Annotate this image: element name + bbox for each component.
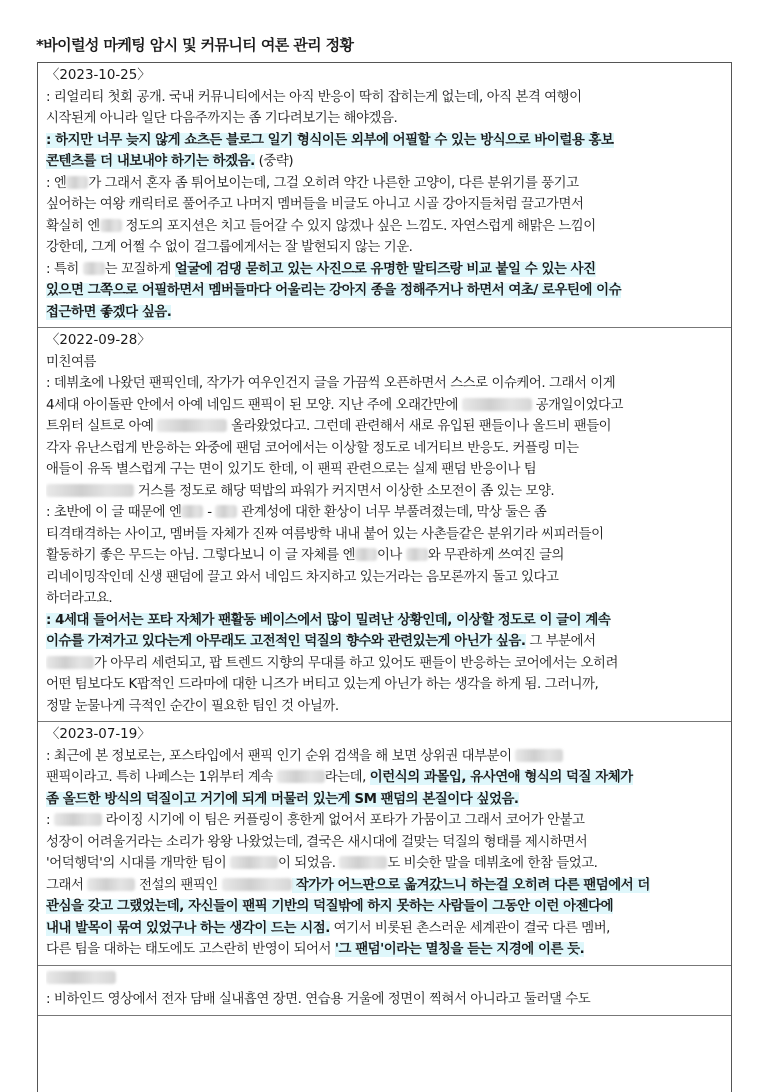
entry-line — [46, 631, 724, 653]
entry-line — [46, 151, 724, 173]
body-text: 강한데, 그게 어쩔 수 없이 걸그룹에게서는 잘 발현되지 않는 기운. — [46, 240, 413, 255]
body-text: 이 되었음. — [278, 856, 340, 871]
body-text: 다른 팀을 대하는 태도에도 고스란히 반영이 되어서 — [46, 942, 335, 957]
entry-line — [46, 237, 724, 259]
body-text: 라는데, — [324, 770, 370, 785]
body-text: 팬픽이라고. 특히 나페스는 1위부터 계속 — [46, 770, 277, 785]
entry-date: 〈2023-10-25〉 — [46, 68, 151, 83]
body-text: 어떤 팀보다도 K팝적인 드라마에 대한 니즈가 버티고 있는게 아닌가 하는 생각을 하게 됨. 그러니까, — [46, 677, 599, 692]
redacted-blur — [66, 176, 88, 189]
entry-line — [46, 810, 724, 832]
highlighted-text: 이슈를 가져가고 있다는게 아무래도 고전적인 덕질의 향수와 관련있는게 아닌가 싶음. — [46, 634, 526, 649]
redacted-blur — [181, 505, 203, 518]
body-text: : 리얼리티 첫회 공개. 국내 커뮤니티에서는 아직 반응이 딱히 잡히는게 없는데, 아직 본격 여행이 — [46, 89, 582, 105]
highlighted-text: 관심을 갖고 그랬었는데, 자신들이 팬픽 기반의 덕질밖에 하지 못하는 사람들이 그동안 이런 아젠다에 — [46, 899, 614, 914]
redacted-blur — [515, 749, 563, 762]
entry-line — [46, 280, 724, 302]
entry-section — [38, 966, 731, 1016]
entry-line — [46, 610, 724, 632]
entry-line — [46, 588, 724, 610]
entry-line — [46, 173, 724, 195]
body-text: 도 비슷한 말을 데뷔초에 한참 들었고. — [387, 856, 598, 871]
body-text: 리네이밍작인데 신생 팬덤에 끌고 와서 네임드 차지하고 있는거라는 음모론까지 돌고 있다고 — [46, 569, 559, 585]
redacted-blur — [462, 398, 532, 411]
body-text: : 엔 — [46, 175, 67, 191]
body-text: 정도의 포지션은 치고 들어갈 수 있지 않겠나 싶은 느낌도. 자연스럽게 해맑은 느낌이 — [121, 218, 596, 234]
entry-date: 〈2022-09-28〉 — [46, 333, 151, 348]
redacted-blur — [46, 971, 116, 984]
redacted-blur — [83, 262, 105, 275]
redacted-blur — [46, 656, 94, 669]
entry-line — [46, 545, 724, 567]
body-text: 4세대 아이돌판 안에서 아예 네임드 팬픽이 된 모양. 지난 주에 오래간만에 — [46, 397, 462, 413]
body-text: : 비하인드 영상에서 전자 담배 실내흡연 장면. 연습용 거울에 정면이 찍혀서 아니라고 둘러댈 수도 — [46, 992, 591, 1007]
highlighted-text: '그 팬덤'이라는 멸칭을 듣는 지경에 이른 듯. — [334, 942, 585, 957]
highlighted-text: 콘텐츠를 더 내보내야 하기는 하겠음. — [46, 154, 255, 169]
body-text: 는 꼬질하게 — [104, 261, 175, 277]
body-text: 정말 눈물나게 극적인 순간이 필요한 팀인 것 아닐까. — [46, 698, 339, 714]
redacted-blur — [406, 548, 428, 561]
entry-line — [46, 302, 724, 324]
highlighted-text: : 하지만 너무 늦지 않게 쇼츠든 블로그 일기 형식이든 외부에 어필할 수 있는 방식으로 바이럴용 홍보 — [46, 132, 614, 148]
body-text: - — [203, 505, 216, 520]
highlighted-text: 있으면 그쪽으로 어필하면서 멤버들마다 어울리는 강아지 종을 정해주거나 하면서 여초/ 로우틴에 이슈 — [46, 283, 622, 298]
redacted-blur — [100, 219, 122, 232]
body-text: 미친여름 — [46, 354, 96, 370]
highlighted-text: 이런식의 과몰입, 유사연애 형식의 덕질 자체가 — [369, 770, 633, 785]
page-title: *바이럴성 마케팅 암시 및 커뮤니티 여론 관리 정황 — [36, 36, 354, 54]
body-text: 올라왔었다고. 그런데 관련해서 새로 유입된 팬들이나 올드비 팬들이 — [227, 419, 612, 434]
redacted-blur — [230, 856, 278, 869]
entry-line — [46, 653, 724, 675]
body-text: 가 그래서 혼자 좀 튀어보이는데, 그걸 오히려 약간 나른한 고양이, 다른 분위기를 풍기고 — [88, 175, 579, 191]
entry-line — [46, 459, 724, 481]
entry-line — [46, 696, 724, 718]
highlighted-text: 내내 발목이 묶여 있었구나 하는 생각이 드는 시점. — [46, 920, 330, 936]
entry-line — [46, 373, 724, 395]
entry-line — [46, 832, 724, 854]
body-text: 그 부분에서 — [525, 634, 596, 649]
body-text: : — [46, 813, 54, 828]
highlighted-text: 작가가 어느판으로 옮겨갔느니 하는걸 오히려 다른 팬덤에서 더 — [291, 877, 650, 893]
entry-section — [38, 722, 731, 966]
entry-line — [46, 896, 724, 918]
body-text: 애들이 유독 별스럽게 구는 면이 있기도 한데, 이 팬픽 관련으로는 실제 팬덤 반응이나 팀 — [46, 462, 537, 477]
body-text: 각자 유난스럽게 반응하는 와중에 팬덤 코어에서는 이상할 정도로 네거티브 반응도. 커플링 미는 — [46, 440, 579, 456]
entry-line — [46, 130, 724, 152]
entry-line — [46, 108, 724, 130]
entry-line — [46, 481, 724, 503]
body-text: 티격태격하는 사이고, 멤버들 자체가 진짜 여름방학 내내 붙어 있는 사촌들같은 분위기라 씨피러들이 — [46, 526, 604, 542]
body-text: 전설의 팬픽인 — [135, 877, 222, 893]
body-text: : 특히 — [46, 261, 83, 277]
entry-line — [46, 939, 724, 961]
entry-line — [46, 567, 724, 589]
body-text: 트위터 실트로 아예 — [46, 419, 158, 434]
entry-line — [46, 395, 724, 417]
body-text: 싶어하는 여왕 캐릭터로 풀어주고 나머지 멤버들을 비글도 아니고 시골 강아지들처럼 끌고가면서 — [46, 197, 584, 212]
redacted-blur — [157, 419, 227, 432]
redacted-blur — [87, 878, 135, 891]
entry-line — [46, 259, 724, 281]
entry-line — [46, 352, 724, 374]
redacted-blur — [222, 878, 292, 891]
entry-line — [46, 789, 724, 811]
body-text: 확실히 엔 — [46, 218, 100, 234]
body-text: (중략) — [254, 154, 294, 169]
entry-line — [46, 767, 724, 789]
highlighted-text: 접근하면 좋겠다 싶음. — [46, 304, 172, 320]
highlighted-text: 얼굴에 검댕 묻히고 있는 사진으로 유명한 말티즈랑 비교 붙일 수 있는 사진 — [174, 261, 596, 277]
body-text: 성장이 어려울거라는 소리가 왕왕 나왔었는데, 결국은 새시대에 걸맞는 덕질의 형태를 제시하면서 — [46, 834, 588, 850]
redacted-blur — [355, 548, 377, 561]
entry-line — [46, 502, 724, 524]
body-text: : 최근에 본 정보로는, 포스타입에서 팬픽 인기 순위 검색을 해 보면 상위권 대부분이 — [46, 748, 516, 764]
body-text: '어덕행덕'의 시대를 개막한 팀이 — [46, 856, 230, 871]
body-text: 와 무관하게 쓰여진 글의 — [427, 548, 564, 563]
body-text: 시작된게 아니라 일단 다음주까지는 좀 기다려보기는 해야겠음. — [46, 111, 398, 126]
entry-line — [46, 416, 724, 438]
entry-line — [46, 875, 724, 897]
body-text: 하더라고요. — [46, 591, 113, 606]
highlighted-text: 좀 올드한 방식의 덕질이고 거기에 되게 머물러 있는게 SM 팬덤의 본질이다 싶었음. — [46, 791, 519, 807]
body-text: 활동하기 좋은 무드는 아님. 그렇다보니 이 글 자체를 엔 — [46, 548, 355, 563]
highlighted-text: : 4세대 들어서는 포타 자체가 팬활동 베이스에서 많이 밀려난 상황인데, 이상할 정도로 이 글이 계속 — [46, 612, 611, 628]
body-text: 공개일이었다고 — [531, 397, 624, 413]
body-text: 이나 — [376, 548, 406, 563]
entry-line — [46, 194, 724, 216]
entry-line — [46, 674, 724, 696]
body-text: 여기서 비롯된 촌스러운 세계관이 결국 다른 멤버, — [329, 920, 610, 936]
entry-line — [46, 216, 724, 238]
body-text: 라이징 시기에 이 팀은 커플링이 흥한게 없어서 포타가 가뭄이고 그래서 코어가 안붙고 — [101, 813, 585, 828]
redacted-blur — [46, 484, 134, 497]
body-text: : 데뷔초에 나왔던 팬픽인데, 작가가 여우인건지 글을 가끔씩 오픈하면서 스스로 이슈케어. 그래서 이게 — [46, 376, 616, 391]
body-text: 그래서 — [46, 877, 88, 893]
entry-line — [46, 87, 724, 109]
entry-line — [46, 853, 724, 875]
redacted-blur — [215, 505, 237, 518]
entry-line — [46, 438, 724, 460]
body-text: 거스를 정도로 해당 떡밥의 파워가 커지면서 이상한 소모전이 좀 있는 모양. — [134, 483, 555, 499]
entry-line — [46, 989, 724, 1011]
entry-section — [38, 63, 731, 328]
entry-line — [46, 968, 724, 990]
entry-line — [46, 746, 724, 768]
entry-date: 〈2023-07-19〉 — [46, 727, 151, 742]
body-text: 관계성에 대한 환상이 너무 부풀려졌는데, 막상 둘은 좀 — [237, 505, 547, 520]
document-table — [37, 62, 732, 1092]
entry-line — [46, 524, 724, 546]
redacted-blur — [277, 770, 325, 783]
redacted-blur — [54, 813, 102, 826]
entry-section — [38, 328, 731, 722]
body-text: : 초반에 이 글 때문에 엔 — [46, 505, 182, 520]
redacted-blur — [339, 856, 387, 869]
entry-line — [46, 918, 724, 940]
body-text: 가 아무리 세련되고, 팝 트렌드 지향의 무대를 하고 있어도 팬들이 반응하는 코어에서는 오히려 — [94, 655, 618, 671]
